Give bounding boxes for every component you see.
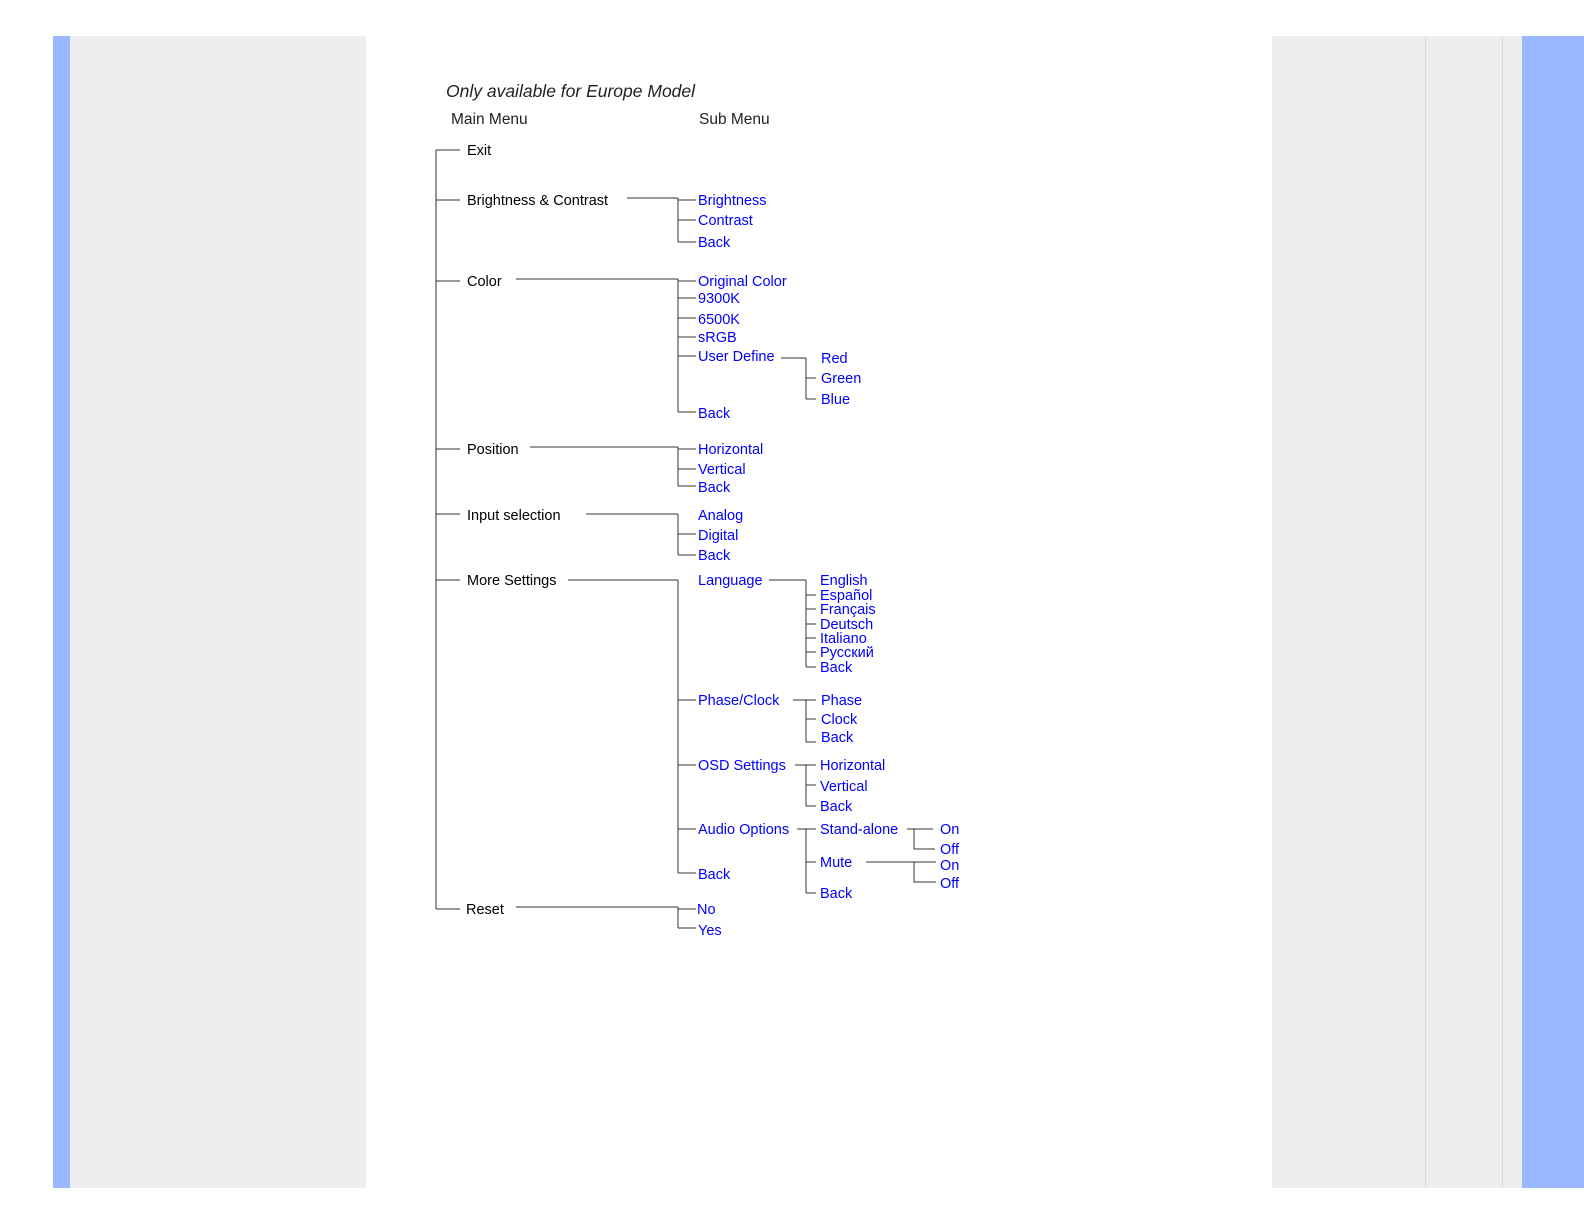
sub-back: Back	[698, 235, 731, 251]
sub-back: Back	[698, 480, 731, 496]
sub-back: Back	[698, 867, 731, 883]
availability-note: Only available for Europe Model	[446, 81, 696, 101]
sub-off: Off	[940, 876, 960, 892]
sub-phase: Phase	[821, 693, 863, 709]
sub-green: Green	[821, 371, 862, 387]
menu-more-settings: More Settings	[467, 573, 557, 589]
sub-audio-options: Audio Options	[698, 822, 790, 838]
sub-back: Back	[820, 799, 853, 815]
sub-language: Language	[698, 573, 763, 589]
sub-user-define: User Define	[698, 349, 775, 365]
sub-espanol: Español	[820, 588, 873, 604]
sub-vertical: Vertical	[820, 779, 868, 795]
sub-back: Back	[820, 660, 853, 676]
sub-off: Off	[940, 842, 960, 858]
menu-brightness-contrast: Brightness & Contrast	[467, 193, 609, 209]
sub-horizontal: Horizontal	[698, 442, 764, 458]
sub-italiano: Italiano	[820, 631, 867, 647]
connector	[914, 829, 935, 849]
sub-no: No	[697, 902, 716, 918]
sub-back: Back	[821, 730, 854, 746]
sub-russian: Русский	[820, 645, 874, 661]
sub-menu-header: Sub Menu	[699, 111, 770, 128]
sub-back: Back	[698, 548, 731, 564]
sub-analog: Analog	[698, 508, 744, 524]
sub-srgb: sRGB	[698, 330, 737, 346]
main-menu-header: Main Menu	[451, 111, 528, 128]
sub-back: Back	[820, 886, 853, 902]
sub-contrast: Contrast	[698, 213, 753, 229]
sub-clock: Clock	[821, 712, 858, 728]
sub-red: Red	[821, 351, 848, 367]
menu-exit: Exit	[467, 143, 492, 159]
sub-yes: Yes	[698, 923, 722, 939]
menu-reset: Reset	[466, 902, 504, 918]
sub-stand-alone: Stand-alone	[820, 822, 899, 838]
sub-horizontal: Horizontal	[820, 758, 886, 774]
menu-position: Position	[467, 442, 519, 458]
sub-english: English	[820, 573, 868, 589]
sub-on: On	[940, 822, 960, 838]
sub-on: On	[940, 858, 960, 874]
menu-color: Color	[467, 274, 502, 290]
sub-deutsch: Deutsch	[820, 617, 874, 633]
sub-vertical: Vertical	[698, 462, 746, 478]
sub-francais: Français	[820, 602, 876, 618]
sub-back: Back	[698, 406, 731, 422]
sub-osd-settings: OSD Settings	[698, 758, 786, 774]
menu-input-selection: Input selection	[467, 508, 561, 524]
sub-digital: Digital	[698, 528, 739, 544]
sub-original-color: Original Color	[698, 274, 787, 290]
sub-phase-clock: Phase/Clock	[698, 693, 780, 709]
sub-6500k: 6500K	[698, 312, 740, 328]
connector	[914, 862, 936, 882]
sub-9300k: 9300K	[698, 291, 740, 307]
sub-blue: Blue	[821, 392, 851, 408]
sub-mute: Mute	[820, 855, 853, 871]
sub-brightness: Brightness	[698, 193, 767, 209]
